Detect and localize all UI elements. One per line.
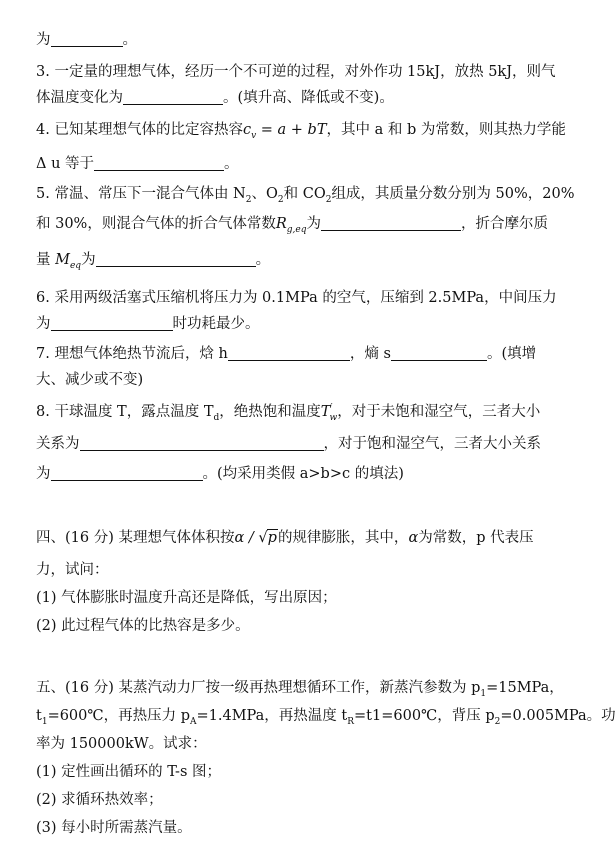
q8-text-d: 关系为 xyxy=(36,436,80,452)
q4-text-suffix: ，其中 a 和 b 为常数，则其热力学能 xyxy=(326,122,566,138)
q5-text-c: 和 CO xyxy=(283,186,326,202)
q4-formula: $c_v = a$ + bT xyxy=(242,122,327,141)
q4-line1 xyxy=(36,120,566,140)
answer-blank-q5-M[interactable] xyxy=(96,251,256,267)
q5-wei: 为 xyxy=(306,216,321,232)
s4-formula: α / √p xyxy=(234,530,277,546)
q6-line1: 6. 采用两级活塞式压缩机将压力为 0.1MPa 的空气，压缩到 2.5MPa，中间压力 xyxy=(36,290,557,306)
q5-line2 xyxy=(36,214,548,234)
s4-alpha: α xyxy=(408,530,419,546)
answer-blank-q8-sat[interactable] xyxy=(51,465,203,481)
answer-blank-q6[interactable] xyxy=(51,315,173,331)
s5-item2: (2) 求循环热效率； xyxy=(36,792,163,808)
q5-text-e: 和 30%，则混合气体的折合气体常数 xyxy=(36,216,276,232)
s5-line3: 率为 150000kW。试求： xyxy=(36,736,207,752)
q4-line2 xyxy=(36,154,239,174)
q4-period: 。 xyxy=(224,156,239,172)
q3-text: 体温度变化为 xyxy=(36,90,123,106)
s4-item1: (1) 气体膨胀时温度升高还是降低，写出原因； xyxy=(36,590,337,606)
q5-R-symbol: $R_{g,eq}$ xyxy=(275,216,307,235)
q5-period: 。 xyxy=(255,252,271,268)
s4-text-b: 的规律膨胀，其中， xyxy=(277,530,409,546)
q6-line2 xyxy=(36,314,260,334)
q5-text-d: 组成，其质量分数分别为 50%，20% xyxy=(331,186,575,202)
q7-line2: 大、减少或不变) xyxy=(36,372,144,388)
q8-line3 xyxy=(36,464,404,484)
q8-line2 xyxy=(36,434,541,454)
q8-text-c: ，对于未饱和湿空气，三者大小 xyxy=(337,404,541,420)
q7-line1 xyxy=(36,344,536,364)
q5-wei2: 为 xyxy=(81,252,96,268)
answer-blank-q7-h[interactable] xyxy=(228,345,350,361)
q8-Tw-symbol: $T'_w$ xyxy=(320,403,338,423)
q2-tail-suffix: 。 xyxy=(122,32,137,48)
q2-tail-line xyxy=(36,30,137,50)
q3-line1: 3. 一定量的理想气体，经历一个不可逆的过程，对外作功 15kJ，放热 5kJ，则气 xyxy=(36,64,556,80)
q5-liang: 量 xyxy=(36,252,51,268)
q7-entropy: ，熵 s xyxy=(349,346,391,362)
q4-text: 4. 已知某理想气体的比定容热容 xyxy=(36,122,243,138)
q8-text-f: 。(均采用类假 a>b>c 的填法) xyxy=(202,466,404,482)
s4-text-c: 为常数，p 代表压 xyxy=(418,530,534,546)
answer-blank-q7-s[interactable] xyxy=(391,345,487,361)
q5-text-b: 、O xyxy=(251,186,278,202)
answer-blank-q5-R[interactable] xyxy=(321,215,461,231)
q3-hint: 。(填升高、降低或不变)。 xyxy=(223,90,394,106)
q7-text: 7. 理想气体绝热节流后，焓 h xyxy=(36,346,228,362)
q5-M-symbol: $M_{eq}$ xyxy=(55,252,82,271)
s5-line1: 五、(16 分) 某蒸汽动力厂按一级再热理想循环工作，新蒸汽参数为 $p_1=15MPa$， xyxy=(36,680,564,699)
q2-tail-prefix: 为 xyxy=(36,32,51,48)
s5-item3: (3) 每小时所需蒸汽量。 xyxy=(36,820,192,836)
q8-text-a: 8. 干球温度 T，露点温度 T xyxy=(36,404,214,420)
q6-wei: 为 xyxy=(36,316,51,332)
q7-hint: 。(填增 xyxy=(486,346,537,362)
q4-delta-u: Δ u 等于 xyxy=(36,156,95,172)
q8-text-e: ，对于饱和湿空气，三者大小关系 xyxy=(323,436,541,452)
q5-line3 xyxy=(36,250,270,270)
q8-line1: 8. 干球温度 T，露点温度 $T_d$，绝热饱和温度$T'_w$，对于未饱和湿空气，三者大小 xyxy=(36,403,541,423)
q5-line1: 5. 常温、常压下一混合气体由 $N_2$、$O_2$和 $CO_2$组成，其质量分数分别为 50%，20% xyxy=(36,186,575,205)
s5-text-a: 五、(16 分) 某蒸汽动力厂按一级再热理想循环工作，新蒸汽参数为 p xyxy=(36,680,481,696)
s5-text-b: =15MPa， xyxy=(486,680,564,696)
q5-text-f: ，折合摩尔质 xyxy=(460,216,548,232)
s5-line2: $t_1=600℃$，再热压力 $p_A=1.4MPa$，再热温度 $t_R=t1=600℃$，背压 $p_2=0.005MPa$。功 xyxy=(36,708,616,727)
q5-text-a: 5. 常温、常压下一混合气体由 N xyxy=(36,186,246,202)
s4-line2: 力，试问： xyxy=(36,562,109,578)
s4-item2: (2) 此过程气体的比热容是多少。 xyxy=(36,618,250,634)
answer-blank-q8-unsat[interactable] xyxy=(80,435,324,451)
q3-line2 xyxy=(36,88,394,108)
s4-line1 xyxy=(36,528,534,548)
q8-text-b: ，绝热饱和温度 xyxy=(219,404,321,420)
s4-text-a: 四、(16 分) 某理想气体体积按 xyxy=(36,530,235,546)
q8-wei: 为 xyxy=(36,466,51,482)
answer-blank-q2[interactable] xyxy=(51,31,123,47)
answer-blank-q4[interactable] xyxy=(94,155,224,171)
s5-item1: (1) 定性画出循环的 T-s 图； xyxy=(36,764,222,780)
q6-text: 时功耗最少。 xyxy=(172,316,260,332)
answer-blank-q3[interactable] xyxy=(123,89,223,105)
